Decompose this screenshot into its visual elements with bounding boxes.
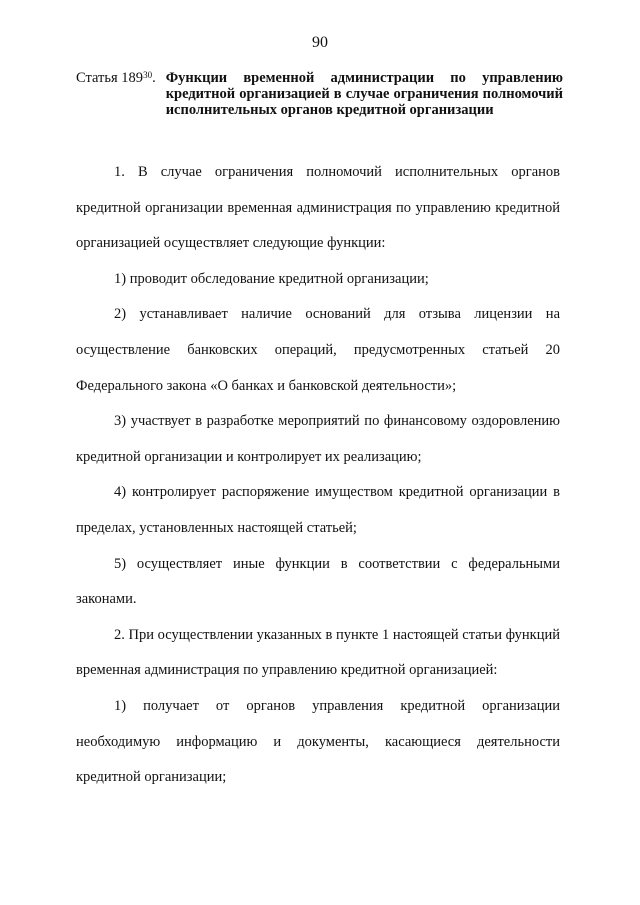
paragraph: 1. В случае ограничения полномочий исполнительных органов кредитной организации временная администрация по управлению кредитной организацией осуществляет следующие функции:	[76, 164, 560, 252]
paragraph: 1) получает от органов управления кредитной организации необходимую информацию и документы, касающиеся деятельности кредитной организации;	[76, 697, 560, 786]
article-superscript: 30	[143, 70, 153, 80]
paragraph: 1) проводит обследование кредитной организации;	[114, 270, 429, 287]
article-title: Функции временной администрации по управлению кредитной организацией в случае ограничения полномочий исполнительных органов кредитной организации	[165, 70, 563, 118]
paragraph: 3) участвует в разработке мероприятий по финансовому оздоровлению кредитной организации и контролирует их реализацию;	[76, 413, 560, 465]
paragraph: 2. При осуществлении указанных в пункте 1 настоящей статьи функций временная администрация по управлению кредитной организацией:	[76, 626, 560, 679]
paragraph: 5) осуществляет иные функции в соответствии с федеральными законами.	[76, 555, 560, 608]
article-heading	[76, 70, 563, 118]
article-body	[76, 155, 560, 796]
paragraph: 4) контролирует распоряжение имуществом кредитной организации в пределах, установленных настоящей статьей;	[76, 484, 560, 536]
article-label	[76, 70, 166, 118]
article-label-dot: .	[152, 70, 156, 86]
paragraph: 2) устанавливает наличие оснований для отзыва лицензии на осуществление банковских операций, предусмотренных статьей 20 Федерального закона «О банках и банковской деятельности»;	[76, 306, 560, 394]
page-number: 90	[312, 34, 328, 51]
article-label-text: Статья 189	[76, 70, 144, 86]
